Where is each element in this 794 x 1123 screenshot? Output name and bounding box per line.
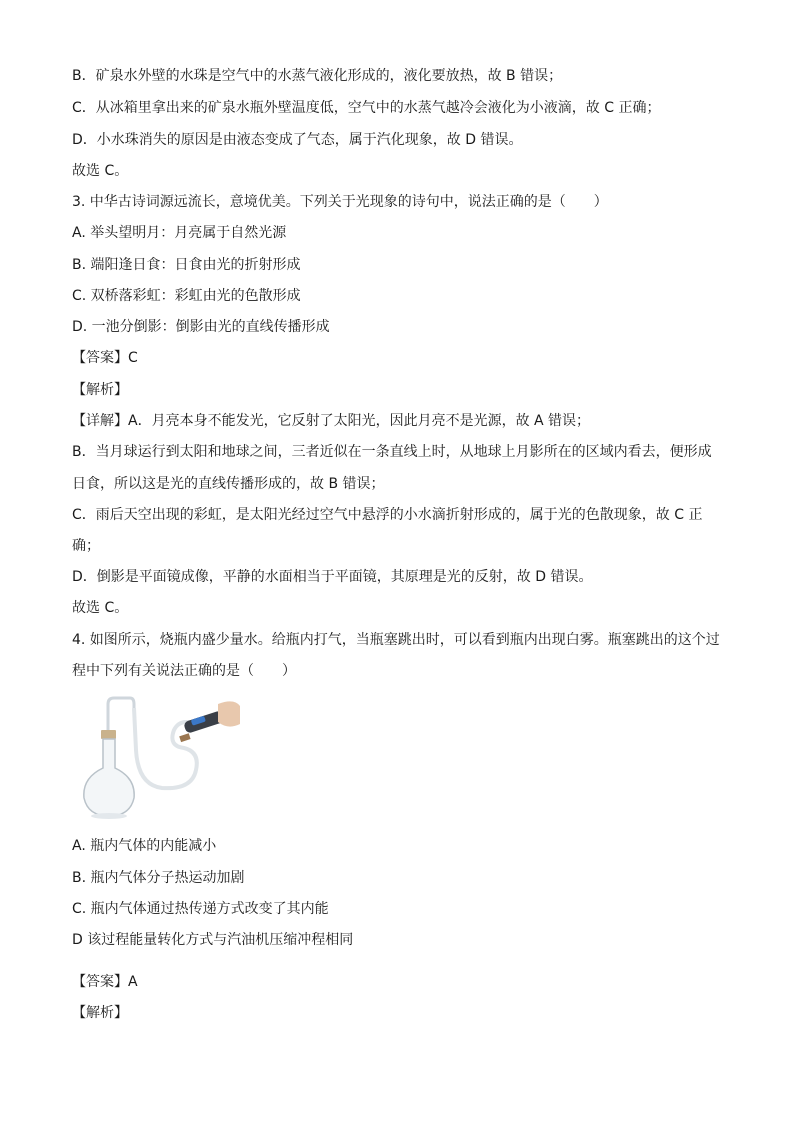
question-3-detail-b2: 日食，所以这是光的直线传播形成的，故 B 错误； [72,476,385,492]
prev-explanation-d: D．小水珠消失的原因是由液态变成了气态，属于汽化现象，故 D 错误。 [72,132,523,148]
question-3-stem: 3. 中华古诗词源远流长，意境优美。下列关于光现象的诗句中，说法正确的是（ ） [72,194,608,210]
flask-pump-figure [72,690,242,820]
answer-value: C [128,350,138,366]
prev-explanation-c: C．从冰箱里拿出来的矿泉水瓶外壁温度低，空气中的水蒸气越冷会液化为小液滴，故 C 正确； [72,100,661,116]
question-3-option-b: B. 端阳逢日食：日食由光的折射形成 [72,257,301,273]
question-3-detail-c2: 确； [72,538,100,554]
question-3-detail-d: D．倒影是平面镜成像，平静的水面相当于平面镜，其原理是光的反射，故 D 错误。 [72,569,593,585]
hand [218,701,240,726]
question-3-detail-c1: C．雨后天空出现的彩虹，是太阳光经过空气中悬浮的小水滴折射形成的，属于光的色散现象，故 C 正 [72,507,703,523]
question-3-detail-a [72,411,590,431]
question-4-option-d: D 该过程能量转化方式与汽油机压缩冲程相同 [72,932,354,948]
answer-label: 【答案】 [72,350,128,366]
question-3-detail-b1: B．当月球运行到太阳和地球之间，三者近似在一条直线上时，从地球上月影所在的区域内看去，便形成 [72,444,712,460]
question-3-option-c: C. 双桥落彩虹：彩虹由光的色散形成 [72,288,301,304]
question-3-option-d: D. 一池分倒影：倒影由光的直线传播形成 [72,319,330,335]
question-4-option-c: C. 瓶内气体通过热传递方式改变了其内能 [72,901,329,917]
prev-explanation-b: B．矿泉水外壁的水珠是空气中的水蒸气液化形成的，液化要放热，故 B 错误； [72,68,563,84]
flask-glass [84,739,134,816]
answer-label: 【答案】 [72,974,128,990]
question-4-answer [72,972,138,992]
flask-stopper [101,730,116,739]
question-3-analysis-label: 【解析】 [72,382,128,398]
question-4-option-b: B. 瓶内气体分子热运动加剧 [72,870,245,886]
question-4-analysis-label: 【解析】 [72,1005,128,1021]
hose [134,708,197,788]
question-4-option-a: A. 瓶内气体的内能减小 [72,838,217,854]
answer-value: A [128,974,138,990]
flask-base [91,813,127,819]
detail-label: 【详解】 [72,413,128,429]
prev-conclusion: 故选 C。 [72,163,129,179]
question-4-stem-line2: 程中下列有关说法正确的是（ ） [72,663,296,679]
question-3-option-a: A. 举头望明月：月亮属于自然光源 [72,225,287,241]
question-3-answer [72,348,138,368]
question-3-conclusion: 故选 C。 [72,600,129,616]
detail-a-text: A．月亮本身不能发光，它反射了太阳光，因此月亮不是光源，故 A 错误； [128,413,591,429]
pump-nozzle [179,733,190,742]
question-4-stem-line1: 4. 如图所示，烧瓶内盛少量水。给瓶内打气，当瓶塞跳出时，可以看到瓶内出现白雾。瓶塞跳出的这个过 [72,632,720,648]
